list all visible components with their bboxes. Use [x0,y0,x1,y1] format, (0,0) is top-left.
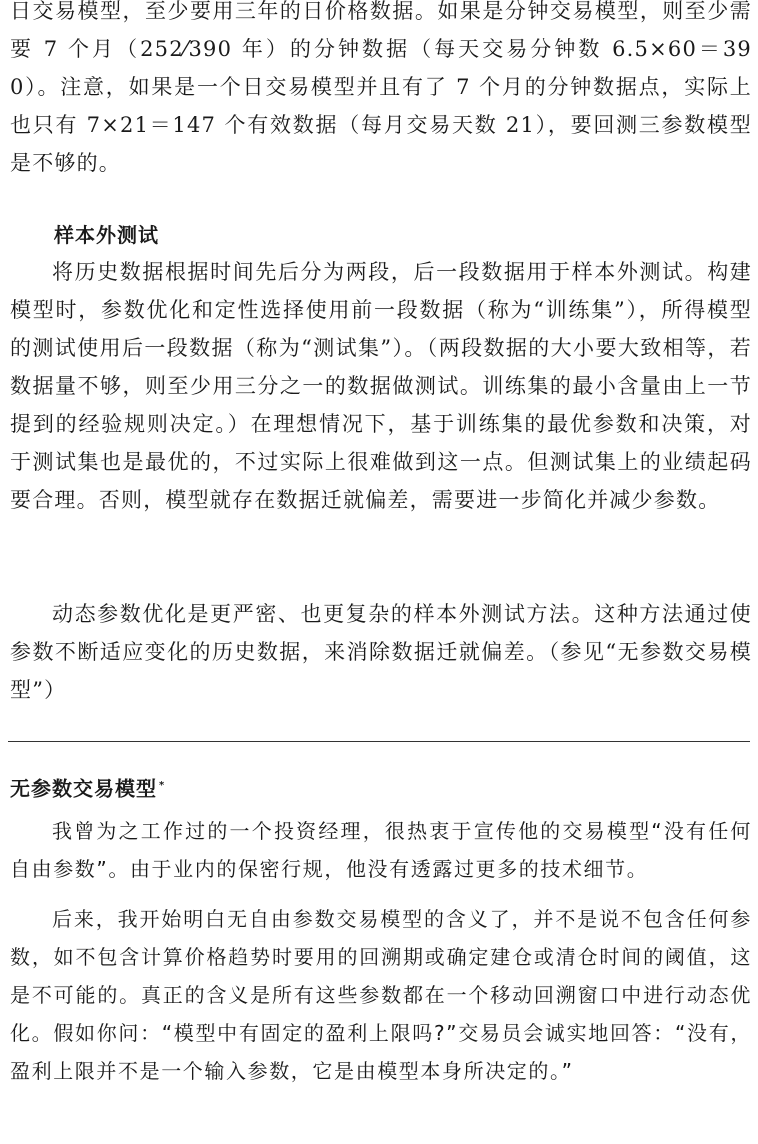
section-divider [8,741,750,742]
heading-text: 无参数交易模型 [10,776,157,801]
paragraph-dynamic-optimization: 动态参数优化是更严密、也更复杂的样本外测试方法。这种方法通过使参数不断适应变化的历史数据，来消除数据迁就偏差。（参见“无参数交易模型”） [10,602,752,702]
footnote-mark: * [159,780,166,791]
paragraph-out-of-sample-description: 将历史数据根据时间先后分为两段，后一段数据用于样本外测试。构建模型时，参数优化和定性选择使用前一段数据（称为“训练集”），所得模型的测试使用后一段数据（称为“测试集”）。（两段数据的大小要大致相等，若数据量不够，则至少用三分之一的数据做测试。训练集的最小含量由上一节提到的经验规则决定。）在理想情况下，基于训练集的最优参数和决策，对于测试集也是最优的，不过实际上很难做到这一点。但测试集上的业绩起码要合理。否则，模型就存在数据迁就偏差，需要进一步简化并减少参数。 [10,260,752,512]
heading-out-of-sample-testing: 样本外测试 [54,223,159,247]
paragraph-minimum-data: 日交易模型，至少要用三年的日价格数据。如果是分钟交易模型，则至少需要 7 个月（252⁄390 年）的分钟数据（每天交易分钟数 6.5×60＝390）。注意，如果是一个日交易模型并且有了 7 个月的分钟数据点，实际上也只有 7×21＝147 个有效数据（每月交易天数 21），要回测三参数模型是不够的。 [10,0,752,175]
heading-parameterless-trading-model [10,771,165,804]
paragraph-meaning-of-parameterless: 后来，我开始明白无自由参数交易模型的含义了，并不是说不包含任何参数，如不包含计算价格趋势时要用的回溯期或确定建仓或清仓时间的阈值，这是不可能的。真正的含义是所有这些参数都在一个移动回溯窗口中进行动态优化。假如你问：“模型中有固定的盈利上限吗?”交易员会诚实地回答：“没有，盈利上限并不是一个输入参数，它是由模型本身所决定的。” [10,907,752,1083]
paragraph-investment-manager: 我曾为之工作过的一个投资经理，很热衷于宣传他的交易模型“没有任何自由参数”。由于业内的保密行规，他没有透露过更多的技术细节。 [10,819,752,881]
